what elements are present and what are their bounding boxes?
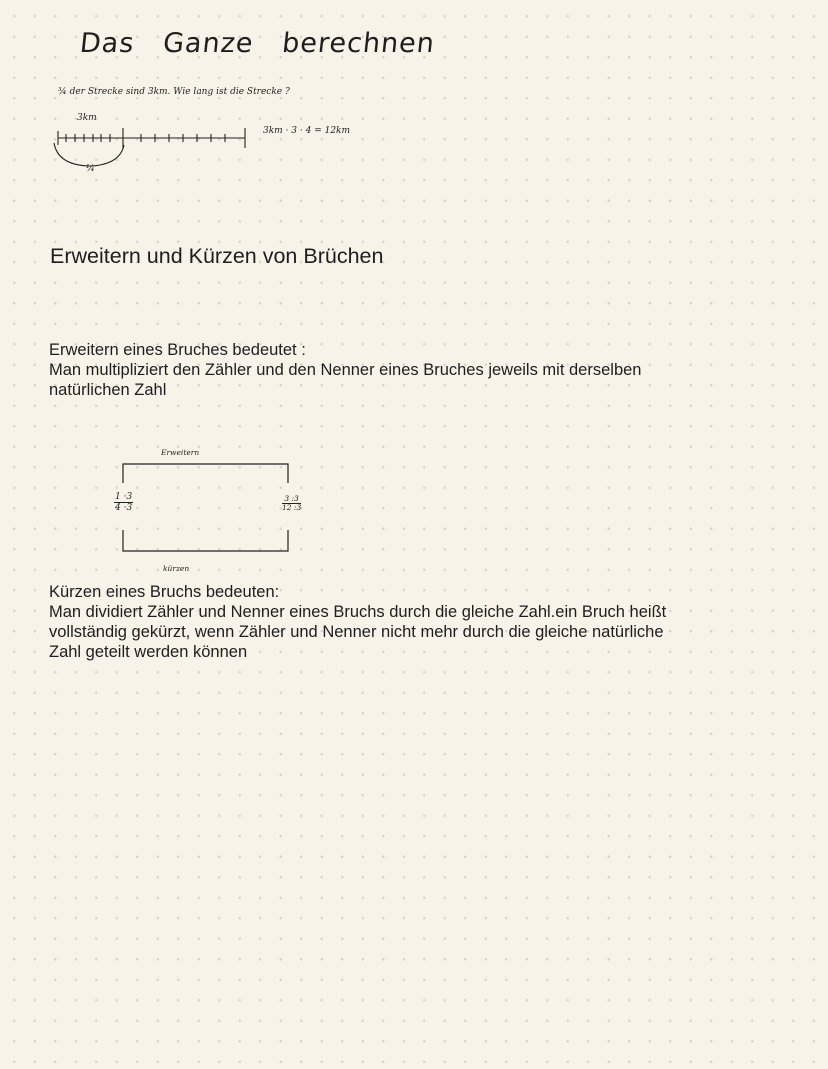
kuerzen-definition: [49, 582, 769, 662]
quarter-label: ¼: [86, 164, 95, 174]
erweitern-definition: [49, 340, 769, 400]
left-fraction-denominator: 4 ·3: [115, 503, 133, 513]
right-fraction-numerator: 3 :3: [282, 495, 301, 504]
erweitern-line: natürlichen Zahl: [49, 381, 167, 399]
left-fraction-numerator: 1 ·3: [115, 492, 133, 502]
number-line-calculation: 3km · 3 · 4 = 12km: [263, 126, 351, 136]
diagram-top-label: Erweitern: [161, 448, 200, 457]
kuerzen-line: Zahl geteilt werden können: [49, 643, 248, 661]
kuerzen-line: vollständig gekürzt, wenn Zähler und Nenner nicht mehr durch die gleiche natürliche: [49, 623, 664, 641]
diagram-bottom-label: kürzen: [163, 564, 190, 573]
number-line-question: ¾ der Strecke sind 3km. Wie lang ist die Strecke ?: [58, 87, 290, 97]
diagram-brackets: [123, 464, 288, 551]
right-fraction: [282, 495, 301, 512]
number-line: [54, 128, 245, 166]
erweitern-line: Erweitern eines Bruches bedeutet :: [49, 341, 306, 359]
segment-label: 3km: [77, 113, 97, 123]
left-fraction: [114, 492, 133, 513]
erweitern-line: Man multipliziert den Zähler und den Nenner eines Bruches jeweils mit derselben: [49, 361, 642, 379]
kuerzen-line: Kürzen eines Bruchs bedeuten:: [49, 583, 280, 601]
kuerzen-line: Man dividiert Zähler und Nenner eines Bruchs durch die gleiche Zahl.ein Bruch heißt: [49, 603, 667, 621]
page-title: Das Ganze berechnen: [78, 28, 437, 59]
section-heading: Erweitern und Kürzen von Brüchen: [50, 244, 384, 268]
right-fraction-denominator: 12 :3: [282, 503, 302, 512]
